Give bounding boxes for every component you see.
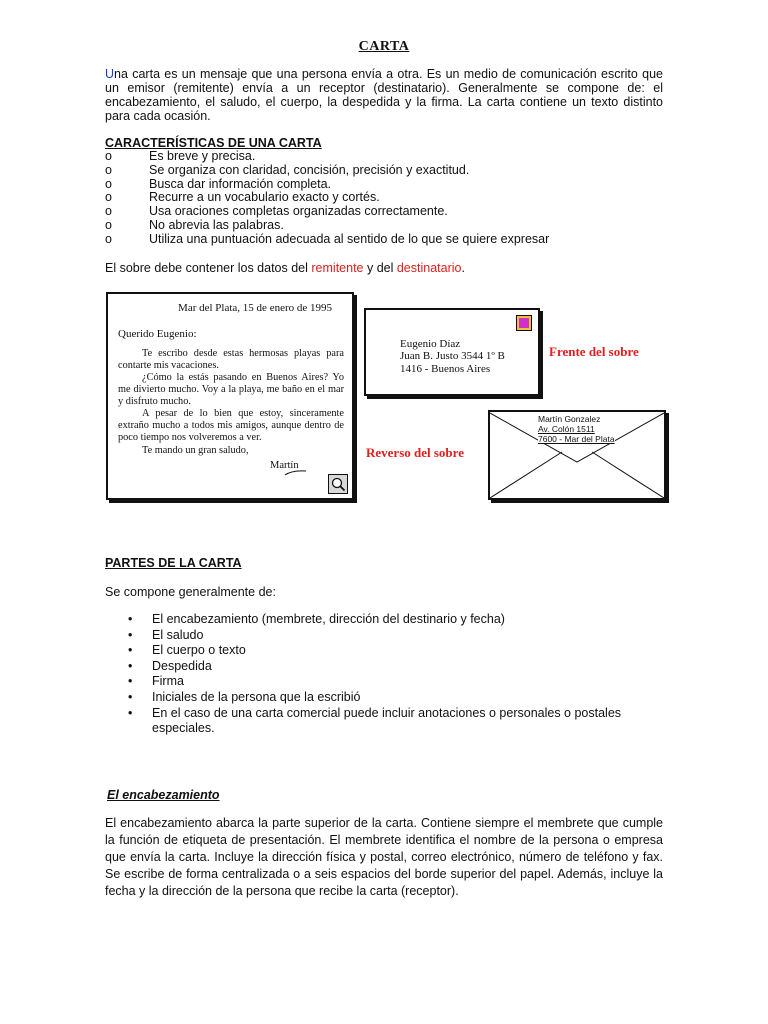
parte-text: En el caso de una carta comercial puede incluir anotaciones o personales o postales especiales. (152, 705, 622, 736)
sobre-text-1: El sobre debe contener los datos del (105, 261, 312, 275)
back-line-3: 7600 - Mar del Plata (538, 434, 615, 444)
partes-list (128, 612, 648, 737)
bullet-icon: • (128, 627, 133, 642)
encabezamiento-paragraph: El encabezamiento abarca la parte superior de la carta. Contiene siempre el membrete que cumple la función de etiqueta de presentación. El membrete identifica el nombre de la persona o empresa que envía la carta. Incluye la dirección física y postal, correo electrónico, número de teléfono y fax. Se escribe de forma centralizada o a seis espacios del borde superior del papel. Además, incluye la fecha y la dirección de la persona que recibe la carta (receptor). (105, 816, 663, 898)
list-marker: o (105, 190, 112, 205)
caracteristica-item (105, 191, 665, 205)
caracteristica-text: Se organiza con claridad, concisión, precisión y exactitud. (149, 162, 470, 177)
caracteristica-item (105, 219, 665, 233)
list-marker: o (105, 176, 112, 191)
encabezamiento-heading: El encabezamiento (107, 788, 220, 802)
letter-body-1: Te escribo desde estas hermosas playas para contarte mis vacaciones. (118, 348, 344, 371)
parte-item (128, 659, 648, 675)
destinatario-word: destinatario (396, 261, 462, 275)
bullet-icon: • (128, 705, 133, 720)
caption-back: Reverso del sobre (366, 445, 464, 460)
envelope-back (488, 410, 666, 500)
caracteristica-item (105, 233, 665, 247)
parte-item (128, 690, 648, 706)
letter-signature: Martín (270, 460, 299, 471)
caracteristica-item (105, 205, 665, 219)
signature-flourish-icon (284, 468, 308, 478)
list-marker: o (105, 149, 112, 163)
sobre-sentence (105, 261, 465, 275)
sobre-text-3: . (461, 261, 465, 275)
letter-greeting: Querido Eugenio: (118, 328, 197, 340)
letter-closing: Te mando un gran saludo, (142, 445, 249, 456)
letter-date: Mar del Plata, 15 de enero de 1995 (178, 302, 332, 314)
back-line-2: Av. Colón 1511 (538, 424, 595, 434)
intro-text: na carta es un mensaje que una persona envía a otra. Es un medio de comunicación escrito que un emisor (remitente) envía a un receptor (destinatario). Generalmente se compone de: el encabezamiento, el saludo, el cuerpo, la despedida y la firma. La carta contiene un texto distinto para cada ocasión. (105, 67, 663, 123)
front-line-1: Eugenio Díaz (400, 338, 461, 350)
caracteristica-text: No abrevia las palabras. (149, 217, 284, 232)
stamp-center (519, 318, 529, 328)
remitente-word: remitente (311, 261, 364, 275)
parte-item (128, 674, 648, 690)
letter-illustration (106, 292, 354, 500)
parte-item (128, 706, 648, 737)
list-marker: o (105, 217, 112, 232)
partes-intro: Se compone generalmente de: (105, 585, 276, 599)
front-line-2: Juan B. Justo 3544 1º B (400, 350, 505, 362)
caracteristica-text: Usa oraciones completas organizadas correctamente. (149, 204, 448, 219)
list-marker: o (105, 204, 112, 219)
parte-item (128, 612, 648, 628)
bullet-icon: • (128, 689, 133, 704)
list-marker: o (105, 231, 112, 246)
parte-text: El saludo (152, 627, 204, 642)
parte-text: El cuerpo o texto (152, 643, 246, 658)
back-line-1: Martín Gonzalez (538, 414, 601, 424)
caracteristica-text: Es breve y precisa. (149, 149, 256, 163)
sobre-text-2: y del (363, 261, 397, 275)
stamp-icon (516, 315, 532, 331)
bullet-icon: • (128, 658, 133, 673)
bullet-icon: • (128, 674, 133, 689)
letter-body-2: ¿Cómo la estás pasando en Buenos Aires? Yo me divierto mucho. Voy a la playa, me baño en el mar y disfruto mucho. (118, 372, 344, 407)
letter-body-3: A pesar de lo bien que estoy, sinceramente extraño mucho a todos mis amigos, aunque dentro de poco tiempo nos volveremos a ver. (118, 408, 344, 443)
caracteristica-text: Recurre a un vocabulario exacto y cortés. (149, 190, 380, 205)
caracteristica-item (105, 178, 665, 192)
envelope-front (364, 308, 540, 396)
document-title: CARTA (358, 39, 410, 54)
parte-text: Despedida (152, 658, 212, 673)
bullet-icon: • (128, 643, 133, 658)
back-address (538, 414, 615, 444)
parte-text: Firma (152, 674, 184, 689)
intro-first-letter: U (105, 67, 115, 81)
caption-front: Frente del sobre (549, 344, 639, 359)
partes-heading: PARTES DE LA CARTA (105, 556, 242, 570)
parte-text: Iniciales de la persona que la escribió (152, 689, 361, 704)
parte-item (128, 628, 648, 644)
caracteristica-text: Utiliza una puntuación adecuada al sentido de lo que se quiere expresar (149, 231, 550, 246)
bullet-icon: • (128, 612, 133, 626)
caracteristicas-heading: CARACTERÍSTICAS DE UNA CARTA (105, 136, 322, 150)
caracteristica-item (105, 150, 665, 164)
caracteristica-text: Busca dar información completa. (149, 176, 332, 191)
list-marker: o (105, 162, 112, 177)
intro-paragraph (105, 67, 663, 123)
caracteristicas-list (105, 150, 665, 247)
magnifier-icon (328, 474, 348, 494)
parte-text: El encabezamiento (membrete, dirección del destinario y fecha) (152, 612, 505, 626)
front-line-3: 1416 - Buenos Aires (400, 363, 491, 375)
parte-item (128, 643, 648, 659)
caracteristica-item (105, 164, 665, 178)
